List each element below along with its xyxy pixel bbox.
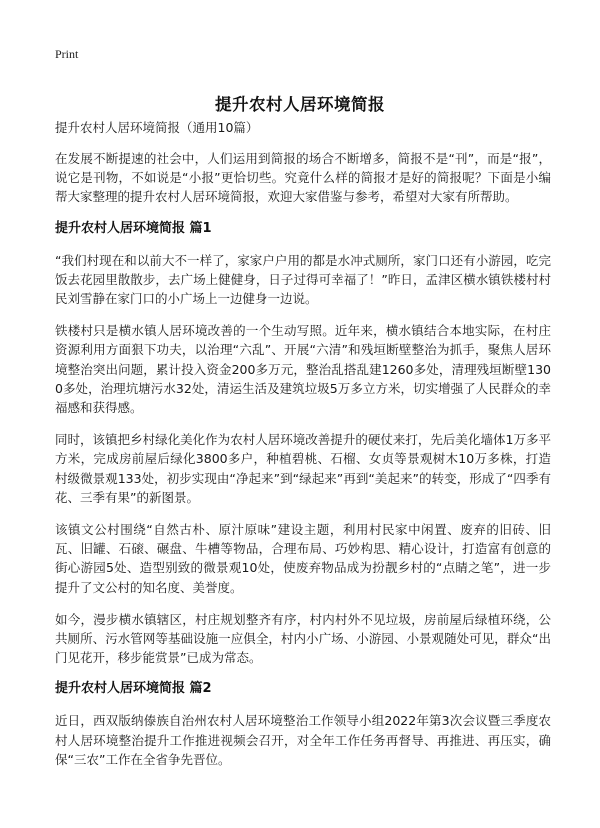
section-1-paragraph: “我们村现在和以前大不一样了，家家户户用的都是水冲式厕所，家门口还有小游园，吃完饭去花园里散散步，去广场上健健身，日子过得可幸福了！”昨日，孟津区横水镇铁楼村村民刘雪静在家门口的小广场上一边健身一边说。 — [55, 252, 551, 307]
section-1-paragraph: 同时，该镇把乡村绿化美化作为农村人居环境改善提升的硬仗来打，先后美化墙体1万多平方米，完成房前屋后绿化3800多户，种植碧桃、石榴、女贞等景观树木10万多株，打造村级微景观133处，初步实现由“净起来”到“绿起来”再到“美起来”的转变，形成了“四季有花、三季有果”的新图景。 — [55, 432, 551, 505]
section-2-paragraph: 近日，西双版纳傣族自治州农村人居环境整治工作领导小组2022年第3次会议暨三季度农村人居环境整治提升工作推进视频会召开，对全年工作任务再督导、再推进、再压实，确保“三农”工作在全省争先晋位。 — [55, 713, 551, 767]
section-heading-2: 提升农村人居环境简报 篇2 — [55, 681, 212, 697]
section-heading-1: 提升农村人居环境简报 篇1 — [55, 220, 212, 236]
section-1-paragraph: 该镇文公村围绕“自然古朴、原汁原味”建设主题，利用村民家中闲置、废弃的旧砖、旧瓦、旧罐、石磙、碾盘、牛槽等物品，合理布局、巧妙构思、精心设计，打造富有创意的街心游园5处、造型别致的微景观10处，使废弃物品成为扮靓乡村的“点睛之笔”，进一步提升了文公村的知名度、美誉度。 — [55, 522, 551, 595]
article-subtitle: 提升农村人居环境简报（通用10篇） — [55, 120, 259, 135]
page-title: 提升农村人居环境简报 — [215, 95, 385, 115]
section-1-paragraph: 铁楼村只是横水镇人居环境改善的一个生动写照。近年来，横水镇结合本地实际，在村庄资源利用方面狠下功夫，以治理“六乱”、开展“六清”和残垣断壁整治为抓手，聚焦人居环境整治突出问题，累计投入资金200多万元，整治乱搭乱建1260多处，清理残垣断壁1300多处，治理坑塘污水32处，清运生活及建筑垃圾5万多立方米，切实增强了人民群众的幸福感和获得感。 — [55, 323, 551, 416]
section-1-paragraph: 如今，漫步横水镇辖区，村庄规划整齐有序，村内村外不见垃圾，房前屋后绿植环绕，公共厕所、污水管网等基础设施一应俱全，村内小广场、小游园、小景观随处可见，群众“出门见花开，移步能赏景”已成为常态。 — [55, 611, 551, 666]
print-link[interactable]: Print — [55, 47, 79, 61]
intro-paragraph: 在发展不断提速的社会中，人们运用到简报的场合不断增多，简报不是“刊”，而是“报”，说它是刊物，不如说是“小报”更恰切些。究竟什么样的简报才是好的简报呢？下面是小编帮大家整理的提升农村人居环境简报，欢迎大家借鉴与参考，希望对大家有所帮助。 — [55, 151, 551, 205]
article-body — [55, 120, 551, 782]
